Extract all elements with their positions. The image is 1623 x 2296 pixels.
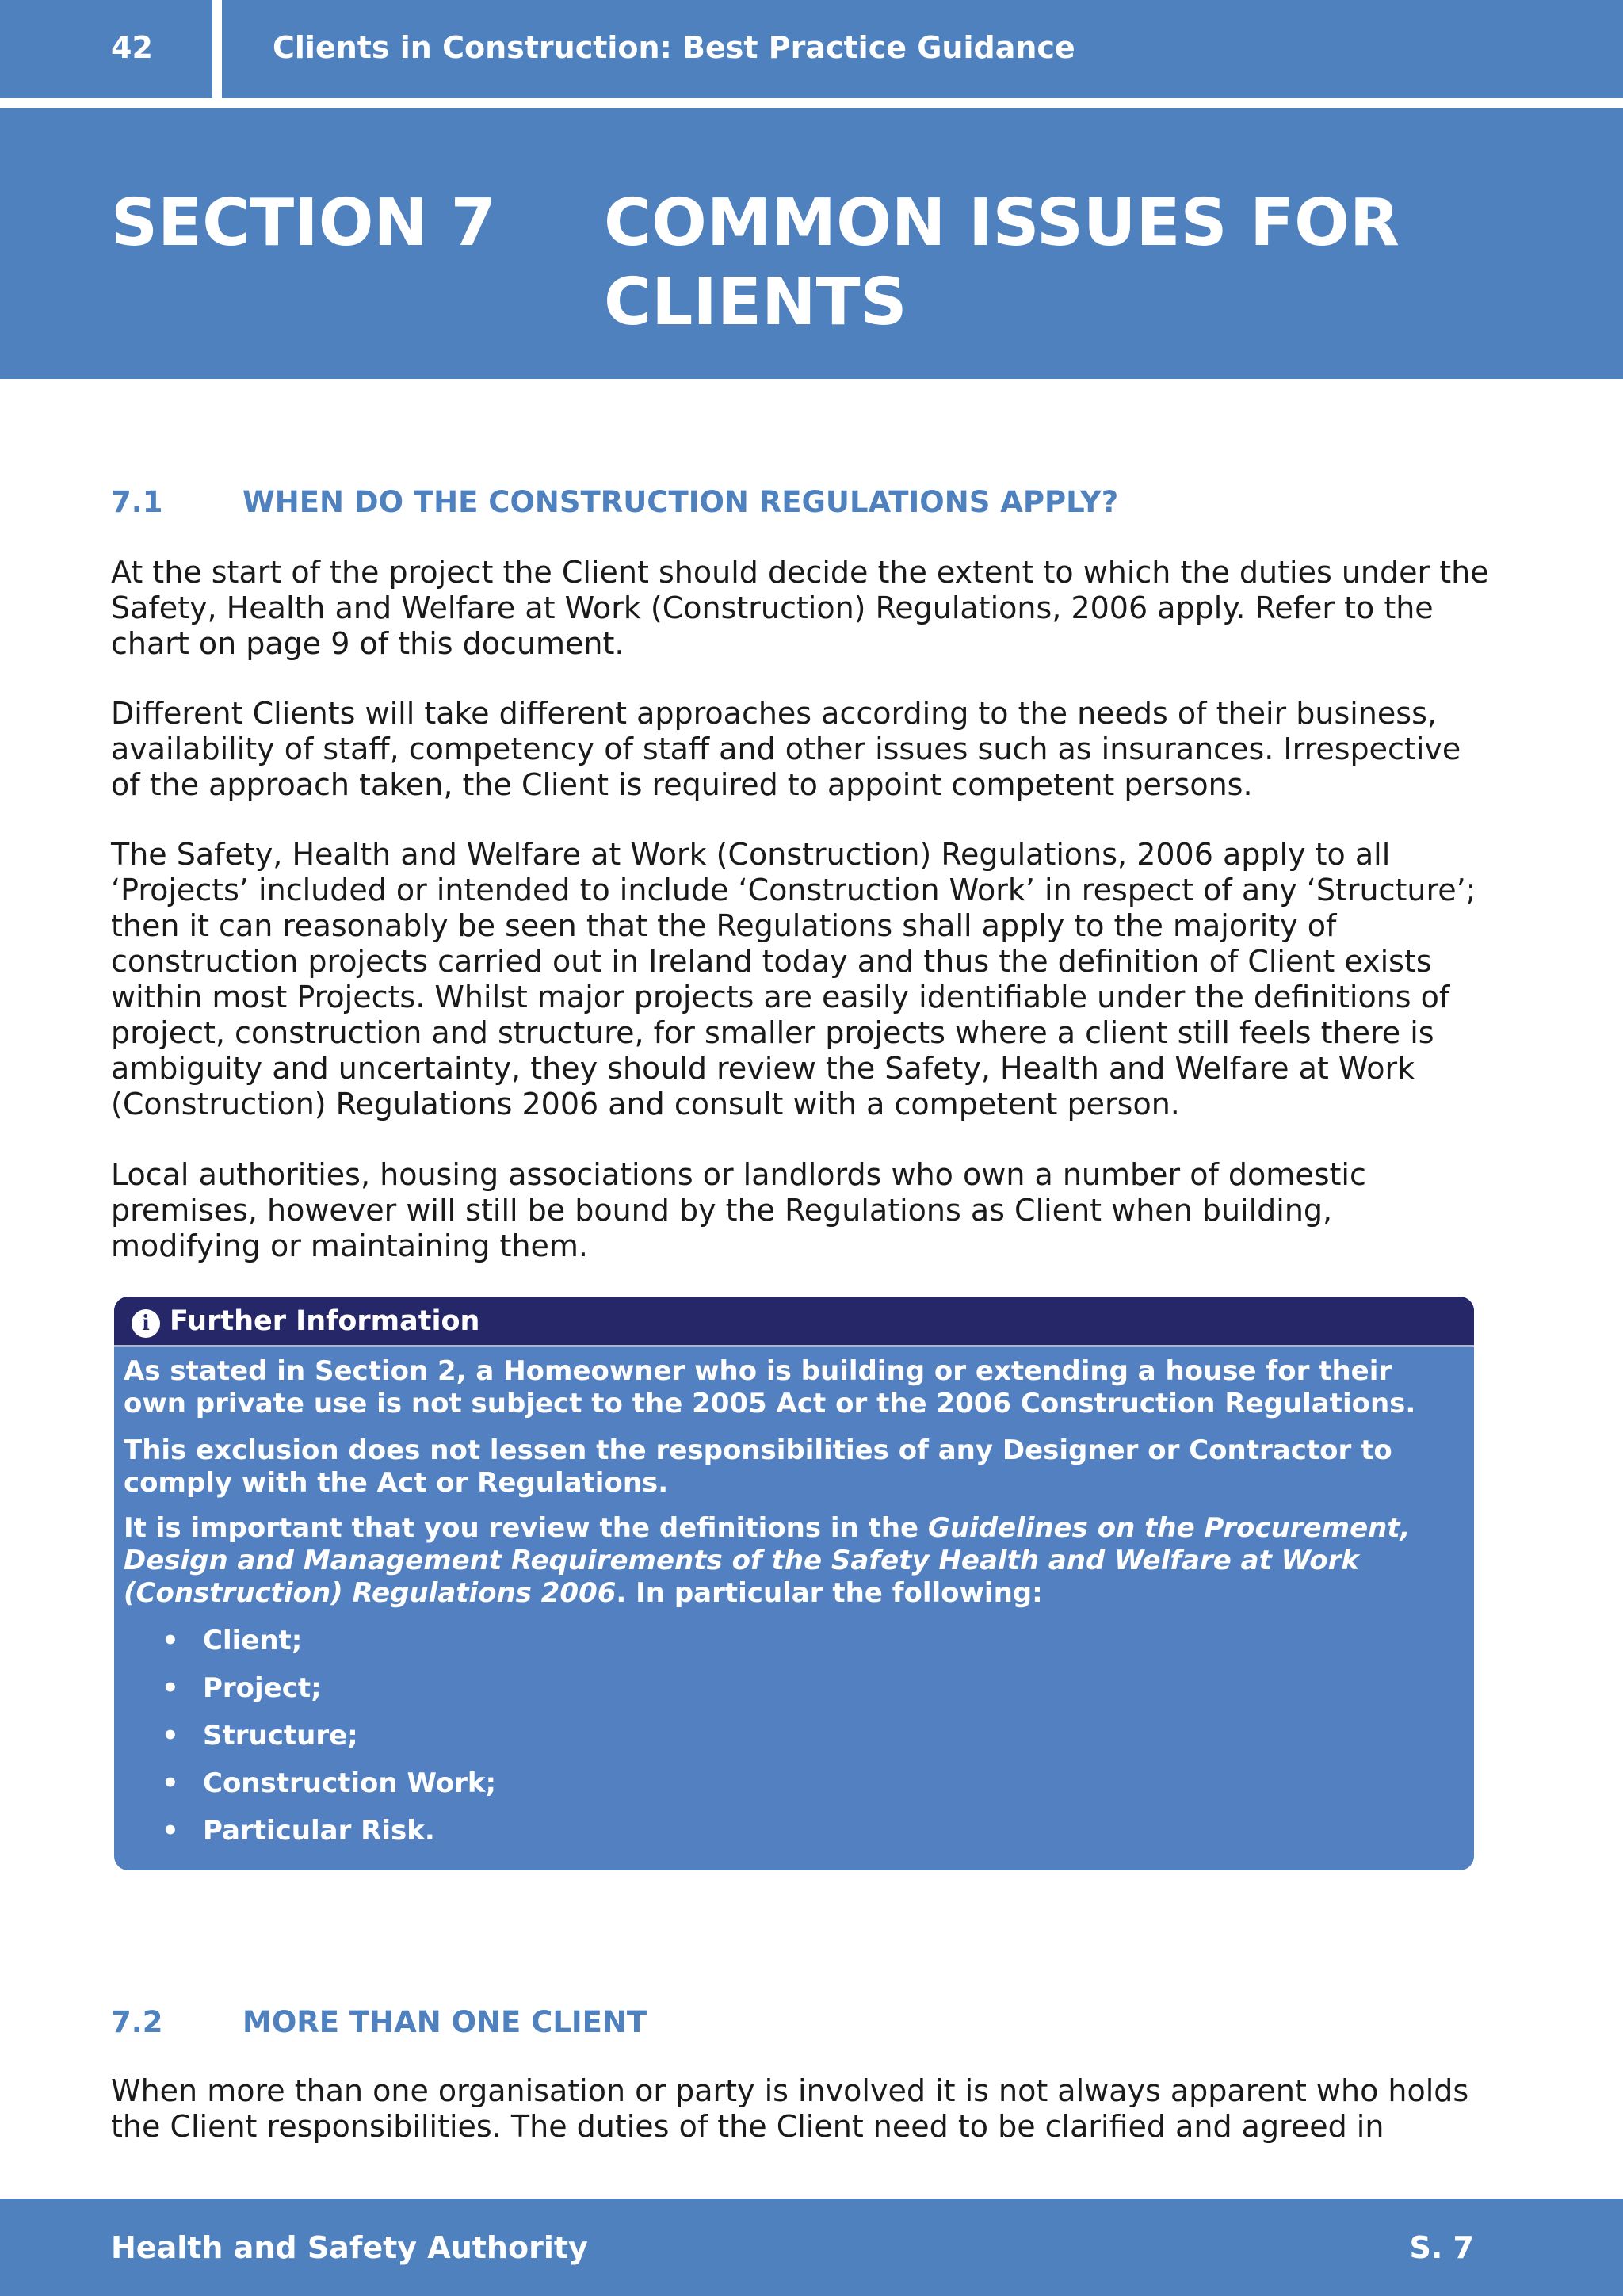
info-paragraph-3 xyxy=(124,1512,1463,1610)
page-header xyxy=(0,0,1623,98)
info-paragraph-1: As stated in Section 2, a Homeowner who is building or extending a house for their own private use is not subject to the 2005 Act or the 2006 Construction Regulations. xyxy=(124,1355,1416,1419)
list-item: • Construction Work; xyxy=(114,1759,496,1807)
paragraph-7-1-b: Different Clients will take different approaches according to the needs of their business, availability of staff, competency of staff and other issues such as insurances. Irrespective of the approach taken, the Client is required to appoint competent persons. xyxy=(111,696,1461,802)
list-item: • Structure; xyxy=(114,1712,496,1759)
page-number: 42 xyxy=(111,30,153,65)
section-label: SECTION 7 xyxy=(111,185,496,261)
guidelines-title: Guidelines on the Procurement, Design and Management Requirements of the Safety Health and Welfare at Work (Construction) Regulations 2006 xyxy=(124,1512,1411,1609)
list-item: • Project; xyxy=(114,1664,496,1712)
heading-number: 7.1 xyxy=(111,485,163,519)
heading-7-1 xyxy=(111,485,1118,520)
info-box-title: Further Information xyxy=(170,1305,480,1337)
info-p3-outro: . In particular the following: xyxy=(616,1577,1043,1609)
section-title: COMMON ISSUES FOR CLIENTS xyxy=(604,185,1400,340)
info-p3-intro: It is important that you review the definitions in the xyxy=(124,1512,928,1544)
heading-7-2 xyxy=(111,2005,647,2040)
info-paragraph-2: This exclusion does not lessen the responsibilities of any Designer or Contractor to comply with the Act or Regulations. xyxy=(124,1435,1392,1499)
definitions-list xyxy=(114,1617,496,1855)
paragraph-7-2: When more than one organisation or party is involved it is not always apparent who holds the Client responsibilities. The duties of the Client need to be clarified and agreed in xyxy=(111,2073,1469,2144)
list-item: • Client; xyxy=(114,1617,496,1664)
footer-section-ref: S. 7 xyxy=(1409,2230,1474,2265)
paragraph-7-1-d: Local authorities, housing associations or landlords who own a number of domestic premises, however will still be bound by the Regulations as Client when building, modifying or maintaining them. xyxy=(111,1157,1366,1263)
info-icon: i xyxy=(132,1309,160,1338)
info-box-header xyxy=(114,1297,1474,1347)
paragraph-7-1-a: At the start of the project the Client should decide the extent to which the duties under the Safety, Health and Welfare at Work (Construction) Regulations, 2006 apply. Refer to the chart on page 9 of this document. xyxy=(111,555,1489,661)
further-information-box xyxy=(114,1297,1474,1870)
document-title: Clients in Construction: Best Practice Guidance xyxy=(273,30,1075,65)
heading-text: WHEN DO THE CONSTRUCTION REGULATIONS APPLY? xyxy=(242,485,1119,519)
heading-text: MORE THAN ONE CLIENT xyxy=(242,2005,647,2039)
heading-number: 7.2 xyxy=(111,2005,163,2039)
header-divider xyxy=(212,0,222,98)
footer-organisation: Health and Safety Authority xyxy=(111,2230,588,2265)
paragraph-7-1-c: The Safety, Health and Welfare at Work (Construction) Regulations, 2006 apply to all ‘Projects’ included or intended to include ‘Construction Work’ in respect of any ‘Structure’; then it can reasonably be seen that the Regulations shall apply to the majority of construction projects carried out in Ireland today and thus the definition of Client exists within most Projects. Whilst major projects are easily identifiable under the definitions of project, construction and structure, for smaller projects where a client still feels there is ambiguity and uncertainty, they should review the Safety, Health and Welfare at Work (Construction) Regulations 2006 and consult with a competent person. xyxy=(111,837,1476,1121)
page-footer xyxy=(0,2199,1623,2296)
list-item: • Particular Risk. xyxy=(114,1807,496,1855)
header-gap xyxy=(0,98,1623,108)
